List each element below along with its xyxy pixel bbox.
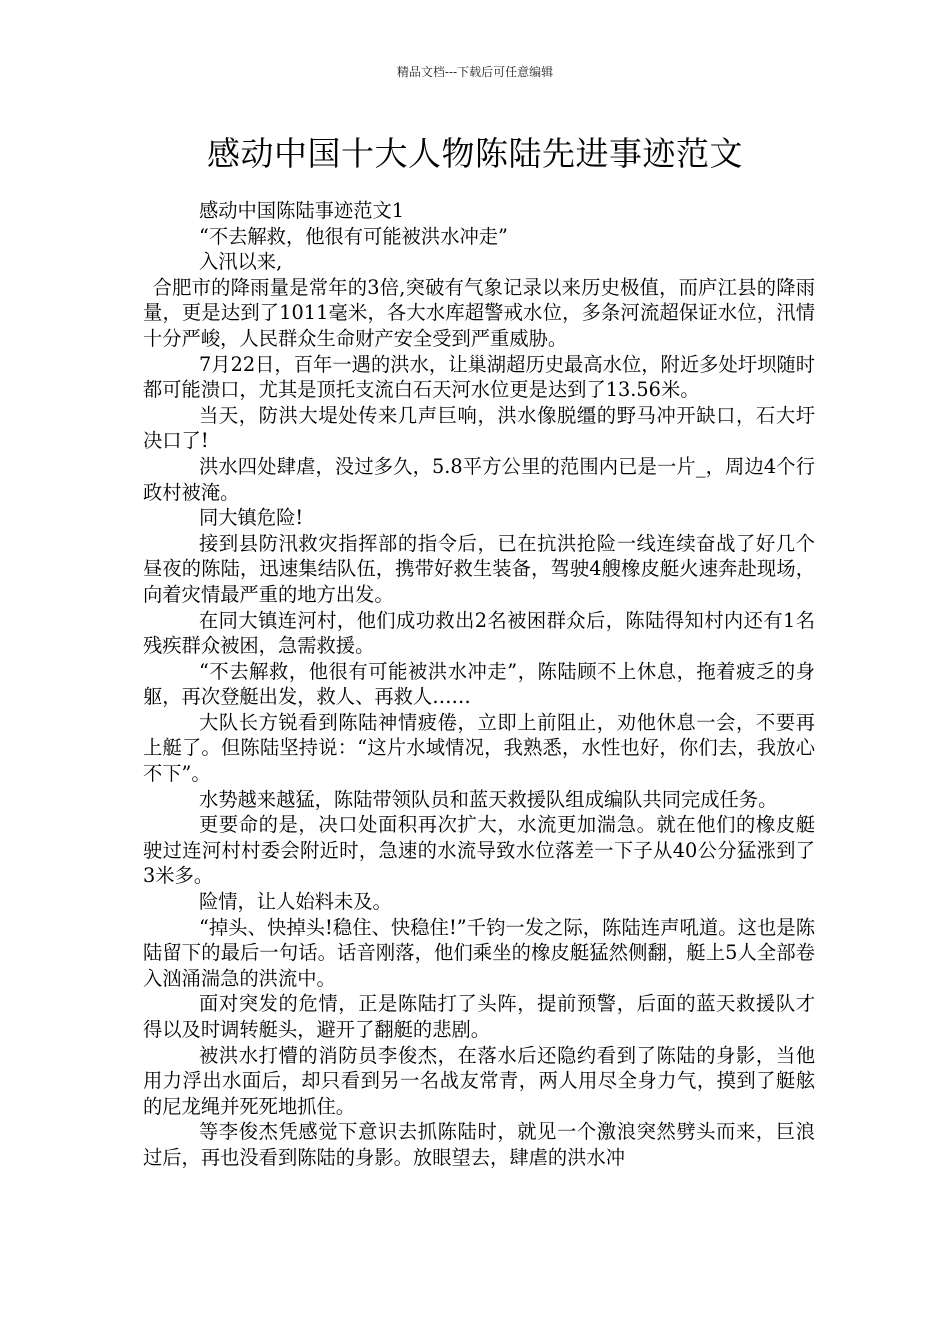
paragraph: 大队长方锐看到陈陆神情疲倦，立即上前阻止，劝他休息一会，不要再上艇了。但陈陆坚持说：“这片水域情况，我熟悉，水性也好，你们去，我放心不下”。 (143, 710, 815, 786)
paragraph: 当天，防洪大堤处传来几声巨响，洪水像脱缰的野马冲开缺口，石大圩决口了! (143, 403, 815, 453)
paragraph: 水势越来越猛，陈陆带领队员和蓝天救援队组成编队共同完成任务。 (198, 787, 778, 811)
paragraph: 更要命的是，决口处面积再次扩大，水流更加湍急。就在他们的橡皮艇驶过连河村村委会附近时，急速的水流导致水位落差一下子从40公分猛涨到了3米多。 (143, 813, 815, 888)
paragraph: 同大镇危险! (198, 506, 304, 530)
paragraph: “不去解救，他很有可能被洪水冲走” (198, 224, 508, 248)
header-note: 精品文档---下载后可任意编辑 (396, 65, 554, 79)
paragraph: 接到县防汛救灾指挥部的指令后，已在抗洪抢险一线连续奋战了好几个昼夜的陈陆，迅速集结队伍，携带好救生装备，驾驶4艘橡皮艇火速奔赴现场，向着灾情最严重的地方出发。 (143, 531, 815, 606)
paragraph: 被洪水打懵的消防员李俊杰，在落水后还隐约看到了陈陆的身影，当他用力浮出水面后，却只看到另一名战友常青，两人用尽全身力气，摸到了艇舷的尼龙绳并死死地抓住。 (143, 1043, 815, 1118)
paragraph: 入汛以来, (198, 250, 283, 274)
paragraph: 在同大镇连河村，他们成功救出2名被困群众后，陈陆得知村内还有1名残疾群众被困，急需救援。 (143, 608, 815, 658)
document-title: 感动中国十大人物陈陆先进事迹范文 (207, 134, 743, 173)
paragraph: 险情，让人始料未及。 (198, 890, 392, 914)
paragraph: “不去解救，他很有可能被洪水冲走”，陈陆顾不上休息，拖着疲乏的身躯，再次登艇出发，救人、再救人…… (143, 659, 815, 709)
paragraph: 洪水四处肆虐，没过多久，5.8平方公里的范围内已是一片_，周边4个行政村被淹。 (143, 454, 815, 504)
paragraph: 合肥市的降雨量是常年的3倍,突破有气象记录以来历史极值，而庐江县的降雨量，更是达到了1011毫米，各大水库超警戒水位，多条河流超保证水位，汛情十分严峻，人民群众生命财产安全受到严重威胁。 (143, 275, 815, 350)
paragraph: 感动中国陈陆事迹范文1 (198, 199, 405, 222)
document-body (143, 198, 815, 1171)
paragraph: 等李俊杰凭感觉下意识去抓陈陆时，就见一个激浪突然劈头而来，巨浪过后，再也没看到陈陆的身影。放眼望去，肆虐的洪水冲 (143, 1120, 815, 1169)
paragraph: 7月22日，百年一遇的洪水，让巢湖超历史最高水位，附近多处圩坝随时都可能溃口，尤其是顶托支流白石天河水位更是达到了13.56米。 (143, 352, 815, 402)
paragraph: 面对突发的危情，正是陈陆打了头阵，提前预警，后面的蓝天救援队才得以及时调转艇头，避开了翻艇的悲剧。 (143, 992, 815, 1041)
paragraph: “掉头、快掉头!稳住、快稳住!”千钧一发之际，陈陆连声吼道。这也是陈陆留下的最后一句话。话音刚落，他们乘坐的橡皮艇猛然侧翻，艇上5人全部卷入汹涌湍急的洪流中。 (143, 915, 815, 990)
